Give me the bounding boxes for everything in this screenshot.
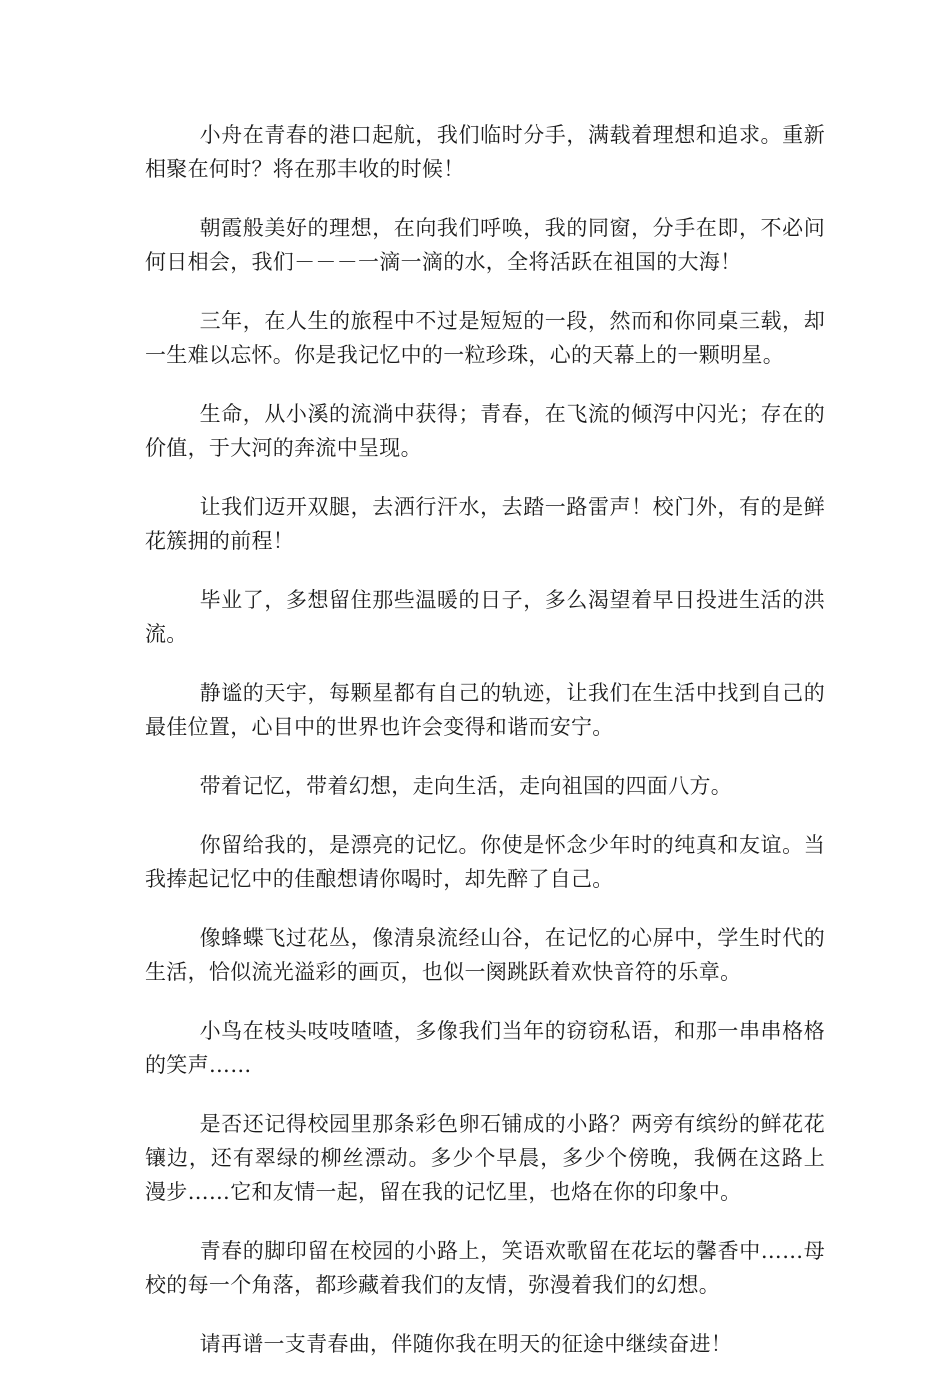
paragraph-9: 你留给我的，是漂亮的记忆。你使是怀念少年时的纯真和友谊。当我捧起记忆中的佳酿想请你喝时，却先醉了自己。 [145, 833, 825, 891]
paragraph-5: 让我们迈开双腿，去洒行汗水，去踏一路雷声！校门外，有的是鲜花簇拥的前程！ [145, 495, 825, 553]
document-page [145, 118, 825, 1386]
paragraph-12: 是否还记得校园里那条彩色卵石铺成的小路？两旁有缤纷的鲜花花镶边，还有翠绿的柳丝漂动。多少个早晨，多少个傍晚，我俩在这路上漫步……它和友情一起，留在我的记忆里，也烙在你的印象中。 [145, 1112, 825, 1204]
paragraph-7: 静谧的天宇，每颗星都有自己的轨迹，让我们在生活中找到自己的最佳位置，心目中的世界也许会变得和谐而安宁。 [145, 681, 825, 739]
paragraph-14: 请再谱一支青春曲，伴随你我在明天的征途中继续奋进！ [199, 1332, 733, 1356]
paragraph-13: 青春的脚印留在校园的小路上，笑语欢歌留在花坛的馨香中……母校的每一个角落，都珍藏着我们的友情，弥漫着我们的幻想。 [145, 1239, 825, 1297]
paragraph-10: 像蜂蝶飞过花丛，像清泉流经山谷，在记忆的心屏中，学生时代的生活，恰似流光溢彩的画页，也似一阕跳跃着欢快音符的乐章。 [145, 926, 825, 984]
paragraph-6: 毕业了，多想留住那些温暖的日子，多么渴望着早日投进生活的洪流。 [145, 588, 825, 646]
paragraph-1: 小舟在青春的港口起航，我们临时分手，满载着理想和追求。重新相聚在何时？将在那丰收的时候！ [145, 123, 825, 181]
paragraph-11: 小鸟在枝头吱吱喳喳，多像我们当年的窃窃私语，和那一串串格格的笑声…… [145, 1019, 825, 1077]
paragraph-4: 生命，从小溪的流淌中获得；青春，在飞流的倾泻中闪光；存在的价值，于大河的奔流中呈现。 [145, 402, 825, 460]
paragraph-8: 带着记忆，带着幻想，走向生活，走向祖国的四面八方。 [199, 774, 733, 798]
paragraph-3: 三年，在人生的旅程中不过是短短的一段，然而和你同桌三载，却一生难以忘怀。你是我记忆中的一粒珍珠，心的天幕上的一颗明星。 [145, 309, 825, 367]
paragraph-2: 朝霞般美好的理想，在向我们呼唤，我的同窗，分手在即，不必问何日相会，我们－－－一滴一滴的水，全将活跃在祖国的大海！ [145, 216, 825, 274]
